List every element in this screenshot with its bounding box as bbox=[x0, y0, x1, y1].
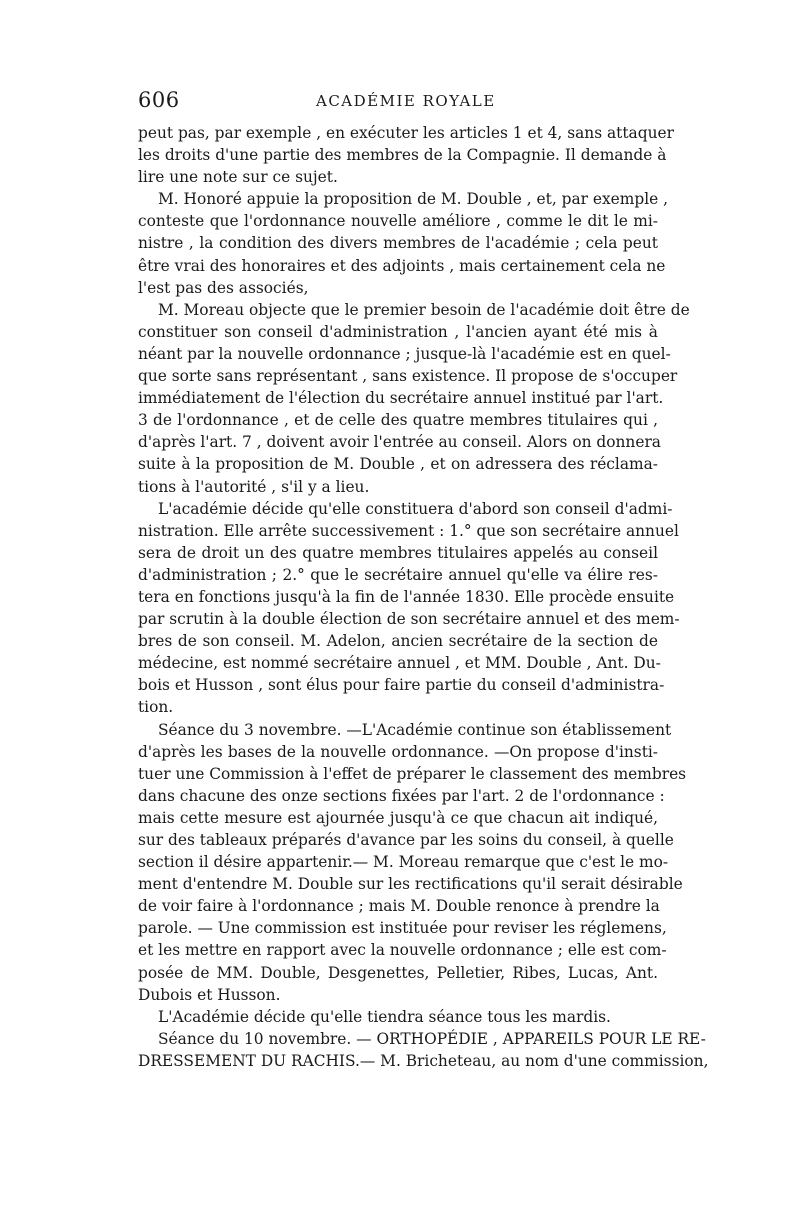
text-line: médecine, est nommé secrétaire annuel , et MM. Double , Ant. Du- bbox=[138, 654, 661, 673]
text-line: constituer son conseil d'administration , l'ancien ayant été mis à bbox=[138, 322, 658, 341]
document-page bbox=[138, 88, 709, 1072]
text-line: d'après l'art. 7 , doivent avoir l'entrée au conseil. Alors on donnera bbox=[138, 433, 661, 452]
text-line: d'après les bases de la nouvelle ordonnance. —On propose d'insti- bbox=[138, 742, 658, 761]
text-line: M. Moreau objecte que le premier besoin de l'académie doit être de bbox=[158, 300, 690, 319]
text-line: nistre , la condition des divers membres de l'académie ; cela peut bbox=[138, 234, 658, 253]
text-line: M. Honoré appuie la proposition de M. Double , et, par exemple , bbox=[158, 190, 669, 209]
text-line: tions à l'autorité , s'il y a lieu. bbox=[138, 477, 370, 496]
text-line: L'Académie décide qu'elle tiendra séance tous les mardis. bbox=[158, 1007, 611, 1026]
page-number: 606 bbox=[138, 88, 180, 112]
text-line: dans chacune des onze sections fixées par l'art. 2 de l'ordonnance : bbox=[138, 786, 665, 805]
text-line: 3 de l'ordonnance , et de celle des quatre membres titulaires qui , bbox=[138, 411, 658, 430]
text-line: section il désire appartenir.— M. Moreau remarque que c'est le mo- bbox=[138, 853, 669, 872]
text-line: posée de MM. Double, Desgenettes, Pelletier, Ribes, Lucas, Ant. bbox=[138, 963, 658, 982]
text-line: sur des tableaux préparés d'avance par les soins du conseil, à quelle bbox=[138, 831, 674, 849]
running-head: ACADÉMIE ROYALE bbox=[316, 92, 496, 110]
text-line: mais cette mesure est ajournée jusqu'à ce que chacun ait indiqué, bbox=[138, 808, 658, 827]
text-line: conteste que l'ordonnance nouvelle améliore , comme le dit le mi- bbox=[138, 212, 658, 231]
text-line: être vrai des honoraires et des adjoints , mais certainement cela ne bbox=[138, 256, 666, 275]
text-line: ment d'entendre M. Double sur les rectifications qu'il serait désirable bbox=[138, 875, 683, 894]
page-header bbox=[138, 88, 658, 122]
text-line: les droits d'une partie des membres de la Compagnie. Il demande à bbox=[138, 146, 667, 165]
text-line: DRESSEMENT DU RACHIS.— M. Bricheteau, au nom d'une commission, bbox=[138, 1051, 709, 1070]
text-line: Séance du 3 novembre. —L'Académie continue son établissement bbox=[158, 720, 672, 739]
text-line: bois et Husson , sont élus pour faire partie du conseil d'administra- bbox=[138, 676, 665, 695]
text-line: Séance du 10 novembre. — ORTHOPÉDIE , APPAREILS POUR LE RE- bbox=[158, 1029, 706, 1048]
text-line: suite à la proposition de M. Double , et on adressera des réclama- bbox=[138, 455, 658, 474]
text-line: lire une note sur ce sujet. bbox=[138, 168, 338, 187]
text-line: et les mettre en rapport avec la nouvelle ordonnance ; elle est com- bbox=[138, 941, 667, 960]
text-line: l'est pas des associés, bbox=[138, 278, 309, 297]
text-line: Dubois et Husson. bbox=[138, 985, 281, 1004]
text-line: parole. — Une commission est instituée pour reviser les réglemens, bbox=[138, 919, 667, 938]
text-line: d'administration ; 2.° que le secrétaire annuel qu'elle va élire res- bbox=[138, 565, 658, 584]
text-line: néant par la nouvelle ordonnance ; jusque-là l'académie est en quel- bbox=[138, 344, 671, 363]
text-line: tion. bbox=[138, 698, 174, 717]
text-line: peut pas, par exemple , en exécuter les articles 1 et 4, sans attaquer bbox=[138, 124, 674, 142]
text-line: par scrutin à la double élection de son secrétaire annuel et des mem- bbox=[138, 610, 680, 629]
text-line: L'académie décide qu'elle constituera d'abord son conseil d'admi- bbox=[158, 499, 673, 518]
text-line: bres de son conseil. M. Adelon, ancien secrétaire de la section de bbox=[138, 632, 658, 651]
text-line: que sorte sans représentant , sans existence. Il propose de s'occuper bbox=[138, 367, 678, 386]
body-text bbox=[138, 122, 709, 1072]
text-line: sera de droit un des quatre membres titulaires appelés au conseil bbox=[138, 543, 658, 562]
text-line: de voir faire à l'ordonnance ; mais M. Double renonce à prendre la bbox=[138, 897, 660, 916]
text-line: immédiatement de l'élection du secrétaire annuel institué par l'art. bbox=[138, 389, 664, 408]
text-line: tuer une Commission à l'effet de préparer le classement des membres bbox=[138, 764, 687, 783]
text-line: nistration. Elle arrête successivement : 1.° que son secrétaire annuel bbox=[138, 521, 679, 540]
text-line: tera en fonctions jusqu'à la fin de l'année 1830. Elle procède ensuite bbox=[138, 587, 675, 606]
